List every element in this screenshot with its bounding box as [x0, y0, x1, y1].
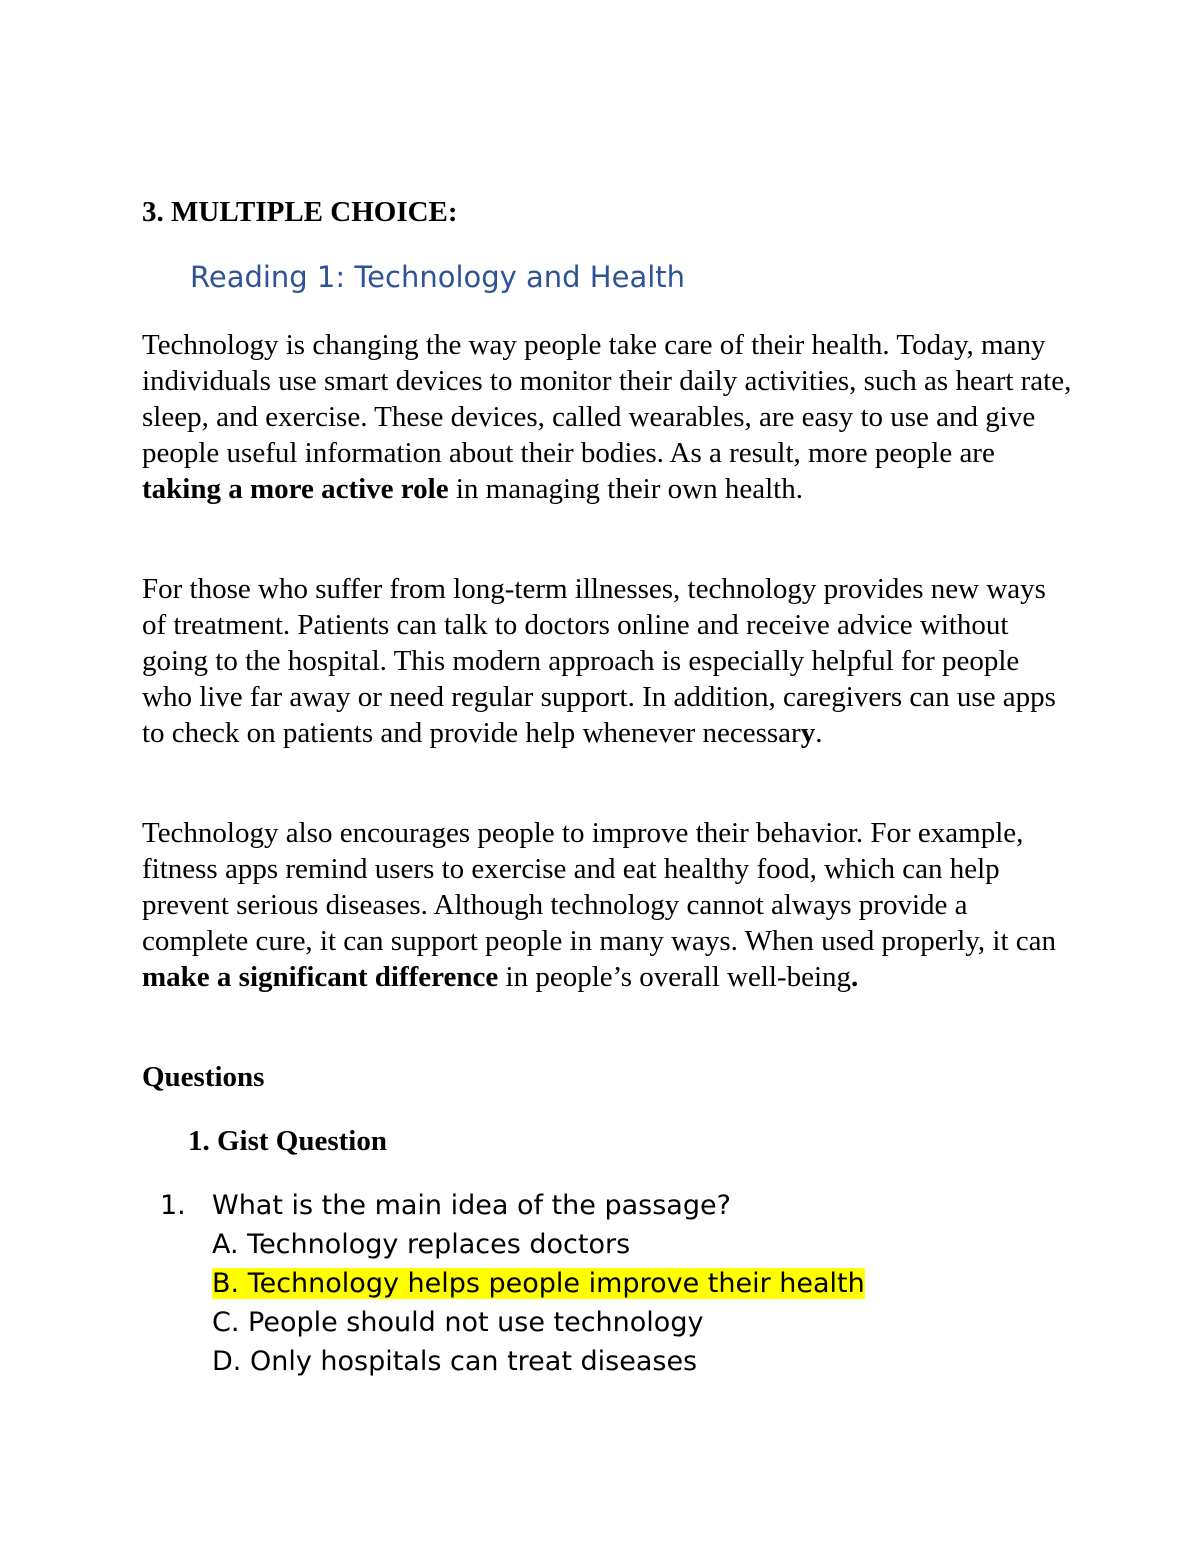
paragraph-text: Technology also encourages people to improve their behavior. For example, fitness apps remind users to exercise and eat healthy food, which can help prevent serious diseases. Although technology cannot always provide a complete cure, it can support people in many ways. When used properly, it can: [142, 817, 1057, 957]
bold-phrase: make a significant difference: [142, 961, 499, 993]
passage-paragraph-1: [142, 327, 1072, 507]
paragraph-text: .: [815, 717, 823, 749]
questions-heading: Questions: [142, 1061, 265, 1093]
question-stem: [160, 1186, 865, 1225]
passage-paragraph-3: [142, 815, 1072, 995]
question-item: [160, 1186, 865, 1381]
answer-option-b[interactable]: [212, 1264, 865, 1303]
answer-option-d[interactable]: [212, 1342, 865, 1381]
bold-phrase: taking a more active role: [142, 473, 449, 505]
passage-paragraph-2: [142, 571, 1072, 751]
bold-letter: y: [800, 717, 816, 749]
question-text: What is the main idea of the passage?: [212, 1190, 731, 1221]
option-label: C. People should not use technology: [212, 1307, 704, 1338]
option-label: D. Only hospitals can treat diseases: [212, 1346, 698, 1377]
gist-question-heading: 1. Gist Question: [188, 1125, 387, 1157]
bold-period: .: [851, 961, 859, 993]
reading-title: Reading 1: Technology and Health: [190, 260, 686, 294]
highlighted-answer: B. Technology helps people improve their health: [212, 1268, 865, 1299]
question-number: 1.: [160, 1190, 186, 1221]
answer-option-a[interactable]: [212, 1225, 865, 1264]
paragraph-text: For those who suffer from long-term illnesses, technology provides new ways of treatment. Patients can talk to doctors online and receive advice without going to the hospital. This modern approach is especially helpful for people who live far away or need regular support. In addition, caregivers can use apps to check on patients and provide help whenever necessar: [142, 573, 1056, 749]
section-heading: 3. MULTIPLE CHOICE:: [142, 196, 458, 228]
option-label: A. Technology replaces doctors: [212, 1229, 631, 1260]
paragraph-text: in managing their own health.: [455, 473, 803, 505]
answer-option-c[interactable]: [212, 1303, 865, 1342]
paragraph-text: in people’s overall well-being: [505, 961, 852, 993]
paragraph-text: Technology is changing the way people take care of their health. Today, many individuals use smart devices to monitor their daily activities, such as heart rate, sleep, and exercise. These devices, called wearables, are easy to use and give people useful information about their bodies. As a result, more people are: [142, 329, 1072, 469]
